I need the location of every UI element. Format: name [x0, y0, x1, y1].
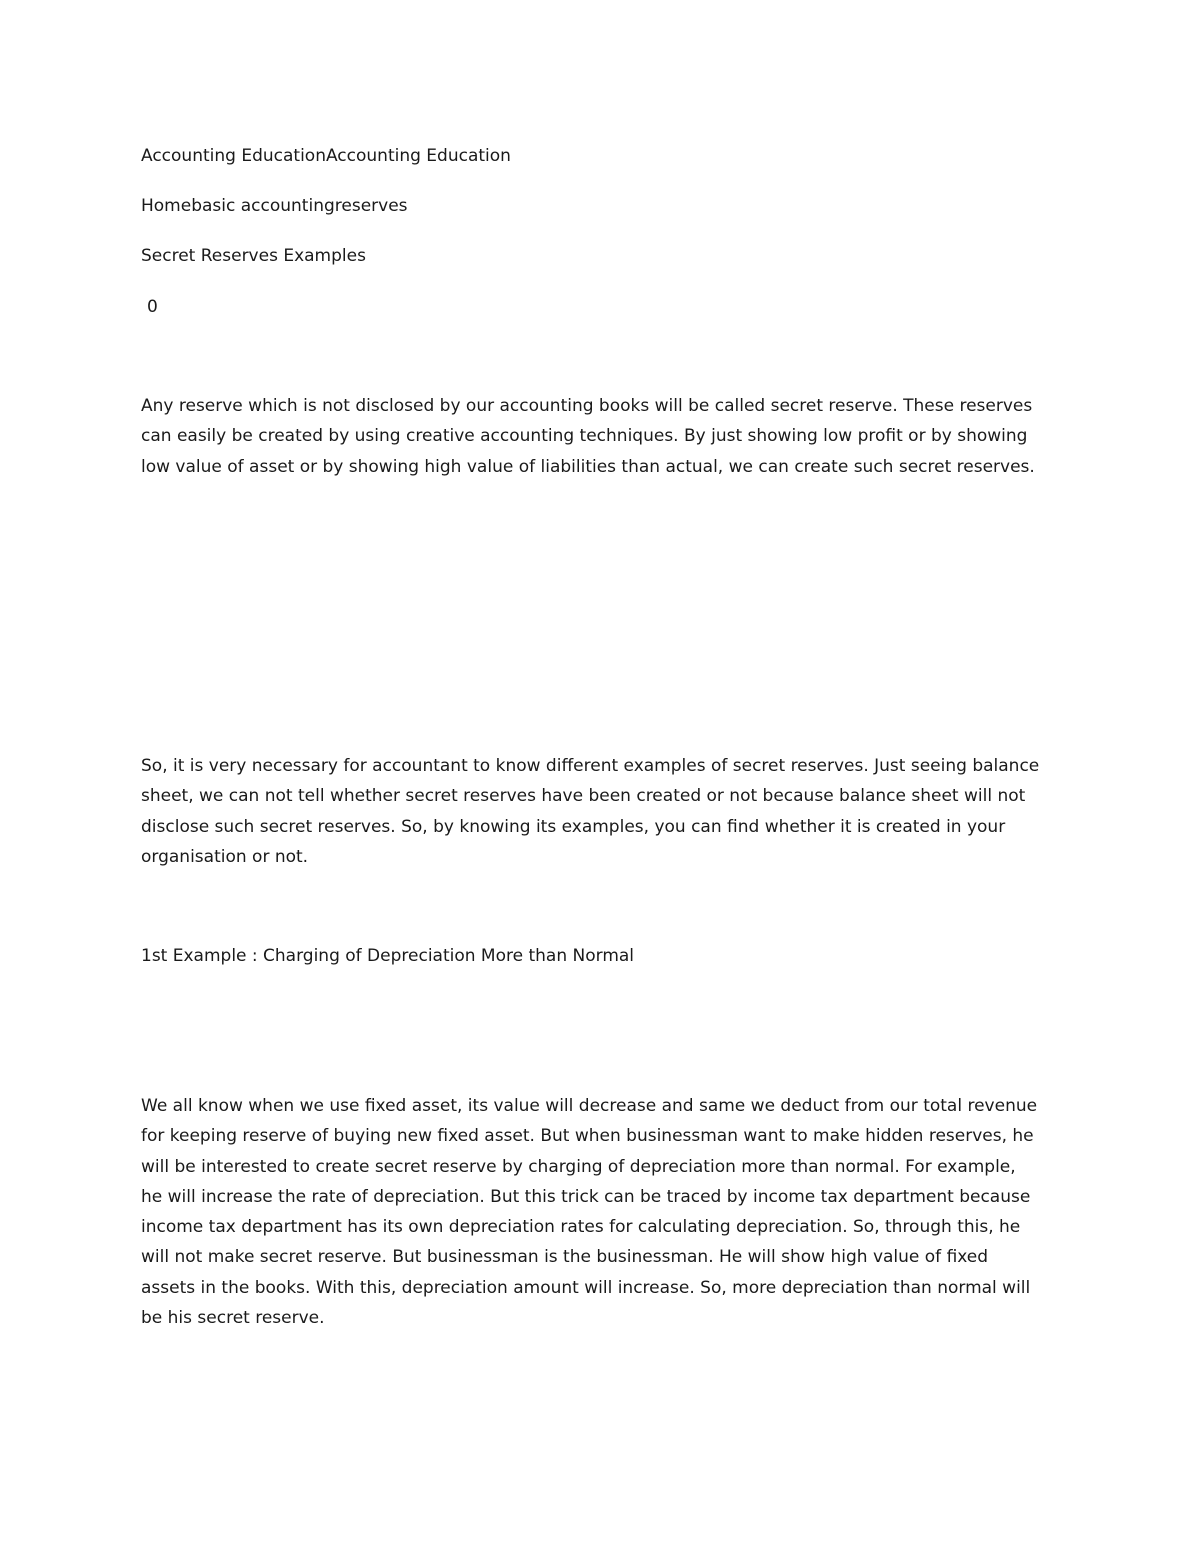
- paragraph-line: low value of asset or by showing high value of liabilities than actual, we can create such secret reserves.: [141, 456, 1035, 477]
- paragraph-line: We all know when we use fixed asset, its value will decrease and same we deduct from our total revenue: [141, 1096, 1038, 1116]
- paragraph-line: assets in the books. With this, depreciation amount will increase. So, more depreciation than normal will: [141, 1277, 1031, 1298]
- breadcrumb: Homebasic accountingreserves: [141, 196, 408, 216]
- intro-paragraph: [141, 391, 1071, 482]
- paragraph-line: will be interested to create secret reserve by charging of depreciation more than normal. For example,: [141, 1156, 1016, 1177]
- paragraph-line: Any reserve which is not disclosed by our accounting books will be called secret reserve. These reserves: [141, 396, 1033, 416]
- example-heading: 1st Example : Charging of Depreciation More than Normal: [141, 946, 635, 966]
- example-paragraph: [141, 1091, 1071, 1333]
- paragraph-line: So, it is very necessary for accountant to know different examples of secret reserves. Just seeing balance: [141, 756, 1040, 776]
- paragraph-line: can easily be created by using creative accounting techniques. By just showing low profit or by showing: [141, 426, 1028, 447]
- site-title: Accounting EducationAccounting Education: [141, 146, 511, 166]
- paragraph-line: disclose such secret reserves. So, by knowing its examples, you can find whether it is created in your: [141, 816, 1006, 837]
- comment-count: 0: [147, 297, 158, 317]
- paragraph-line: income tax department has its own depreciation rates for calculating depreciation. So, through this, he: [141, 1217, 1021, 1238]
- paragraph-line: sheet, we can not tell whether secret reserves have been created or not because balance sheet will not: [141, 786, 1026, 807]
- paragraph-line: organisation or not.: [141, 846, 309, 867]
- article-title: Secret Reserves Examples: [141, 246, 366, 266]
- paragraph-line: will not make secret reserve. But businessman is the businessman. He will show high value of fixed: [141, 1247, 989, 1268]
- paragraph-line: for keeping reserve of buying new fixed asset. But when businessman want to make hidden reserves, he: [141, 1126, 1034, 1147]
- paragraph-line: he will increase the rate of depreciation. But this trick can be traced by income tax department because: [141, 1186, 1031, 1207]
- importance-paragraph: [141, 751, 1071, 872]
- paragraph-line: be his secret reserve.: [141, 1308, 325, 1329]
